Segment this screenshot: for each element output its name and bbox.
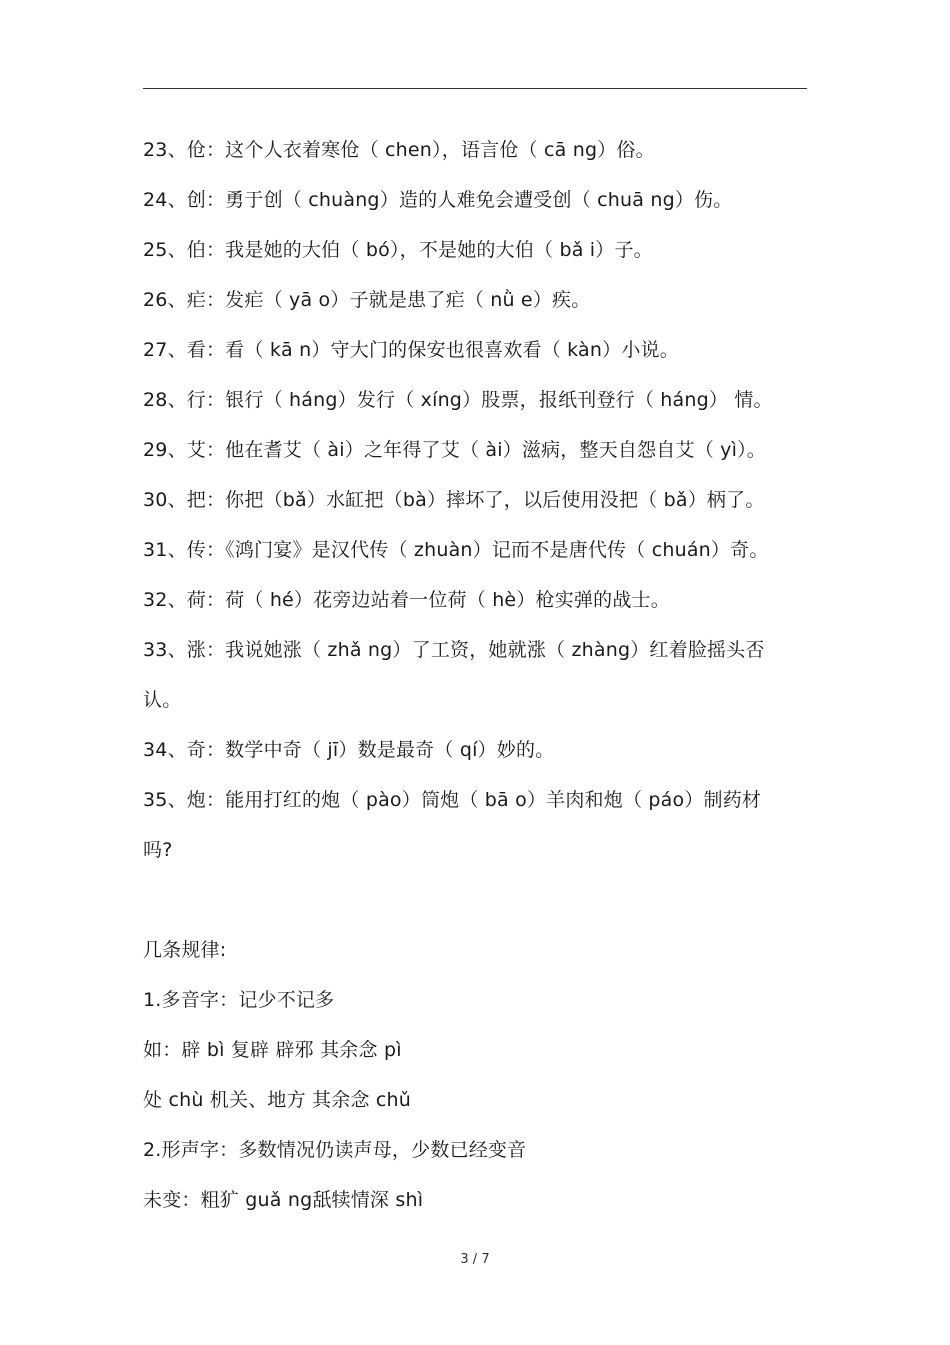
text-line: 2.形声字：多数情况仍读声母，少数已经变音 xyxy=(143,1139,527,1161)
text-line: 如：辟 bì 复辟 辟邪 其余念 pì xyxy=(143,1039,402,1061)
document-body xyxy=(143,125,823,1225)
text-line: 23、伧：这个人衣着寒伧（ chen），语言伧（ cā ng）俗。 xyxy=(143,139,655,161)
text-line: 31、传：《鸿门宴》是汉代传（ zhuàn）记而不是唐代传（ chuán）奇。 xyxy=(143,539,769,561)
section-heading: 几条规律: xyxy=(143,939,227,961)
text-line: 30、把：你把（bǎ）水缸把（bà）摔坏了，以后使用没把（ bǎ）柄了。 xyxy=(143,489,765,511)
page-number: 3 / 7 xyxy=(460,1252,490,1267)
text-line: 24、创：勇于创（ chuàng）造的人难免会遭受创（ chuā ng）伤。 xyxy=(143,189,733,211)
text-line: 1.多音字：记少不记多 xyxy=(143,989,335,1011)
text-line: 27、看：看（ kā n）守大门的保安也很喜欢看（ kàn）小说。 xyxy=(143,339,679,361)
text-line: 32、荷：荷（ hé）花旁边站着一位荷（ hè）枪实弹的战士。 xyxy=(143,589,670,611)
text-line: 处 chù 机关、地方 其余念 chǔ xyxy=(143,1089,412,1111)
text-line: 28、行：银行（ háng）发行（ xíng）股票，报纸刊登行（ háng） 情。 xyxy=(143,389,773,411)
header-rule xyxy=(143,88,807,89)
text-line: 29、艾：他在耆艾（ ài）之年得了艾（ ài）滋病，整天自怨自艾（ yì）。 xyxy=(143,439,766,461)
text-line: 认。 xyxy=(143,689,182,711)
text-line: 35、炮：能用打红的炮（ pào）筒炮（ bā o）羊肉和炮（ páo）制药材 xyxy=(143,789,762,811)
text-line: 25、伯：我是她的大伯（ bó），不是她的大伯（ bǎ i）子。 xyxy=(143,239,653,261)
text-line: 26、疟：发疟（ yā o）子就是患了疟（ nǜ e）疾。 xyxy=(143,289,591,311)
text-line: 吗? xyxy=(143,839,173,861)
text-line: 33、涨：我说她涨（ zhǎ ng）了工资，她就涨（ zhàng）红着脸摇头否 xyxy=(143,639,765,661)
text-line: 未变：粗犷 guǎ ng舐犊情深 shì xyxy=(143,1189,424,1211)
text-line: 34、奇：数学中奇（ jī）数是最奇（ qí）妙的。 xyxy=(143,739,555,761)
paragraph-gap xyxy=(143,875,823,925)
